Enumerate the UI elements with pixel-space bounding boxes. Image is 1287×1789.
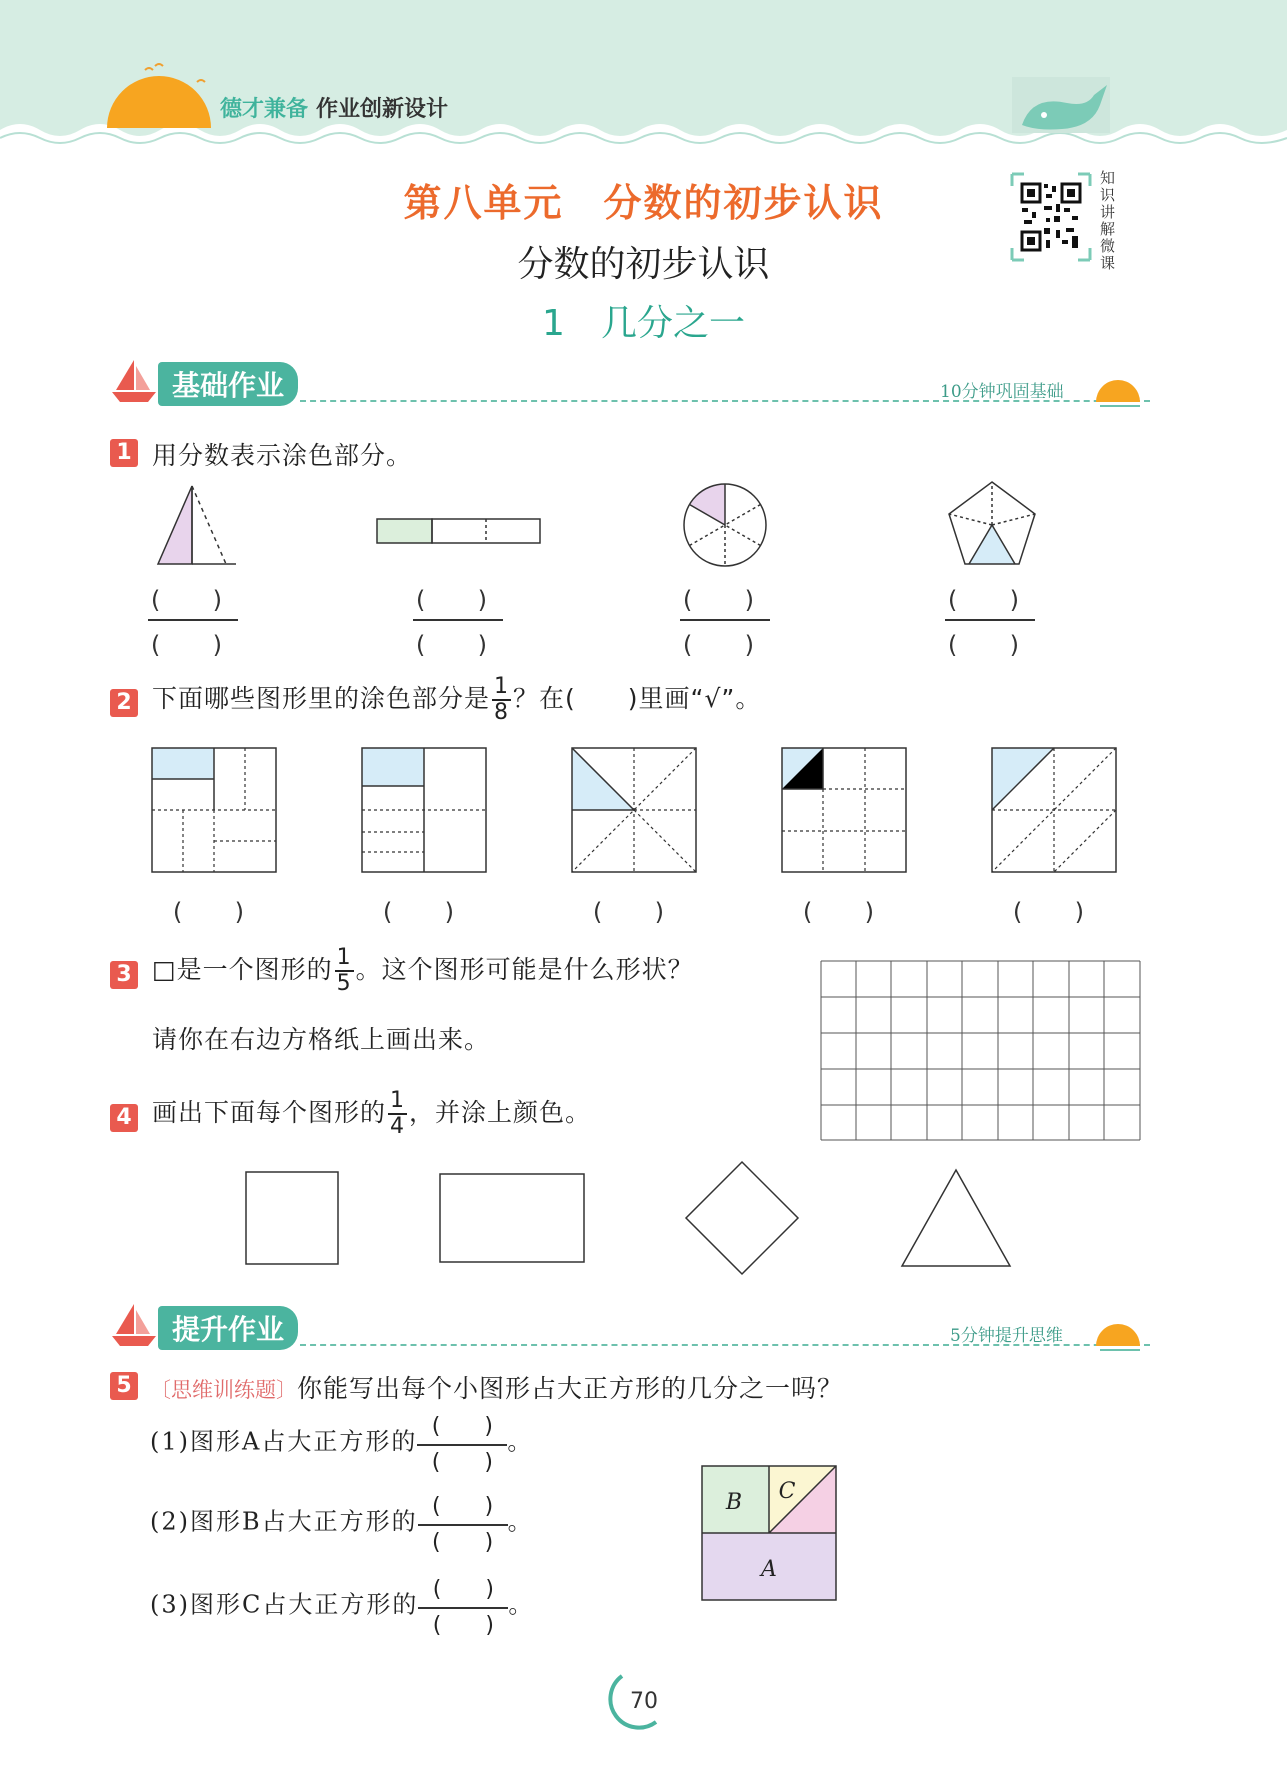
q2-answer-3[interactable]: ( ) [590, 898, 667, 926]
section-basic-note: 10分钟巩固基础 [940, 382, 1064, 402]
qr-caption: 知识讲解微课 [1100, 169, 1116, 272]
sun-icon [105, 60, 215, 130]
q5-text: 你能写出每个小图形占大正方形的几分之一吗？ [297, 1374, 844, 1403]
q5-item-2: (2)图形B占大正方形的 ( ) ( ) 。 [150, 1490, 534, 1560]
q2-answer-5[interactable]: ( ) [1010, 898, 1087, 926]
sun-small-icon-2 [1092, 1312, 1148, 1352]
section-advanced-label: 提升作业 [158, 1306, 298, 1350]
sun-small-icon [1092, 368, 1148, 408]
q3-fraction: $\frac{1}{5}$ [336, 945, 352, 996]
q2-number: 2 [110, 689, 138, 717]
q4-rectangle[interactable] [438, 1172, 586, 1264]
q4-square[interactable] [244, 1170, 340, 1266]
q1-circle-figure [680, 480, 770, 570]
section-basic-label: 基础作业 [158, 362, 298, 406]
q5-label-b: B [725, 1490, 743, 1515]
q1-answer-1[interactable]: ( ) ( ) [148, 580, 238, 660]
q5-label-c: C [778, 1479, 796, 1504]
q5-answer-3[interactable]: ( ) ( ) [418, 1573, 508, 1643]
q3-number: 3 [110, 961, 138, 989]
unit-title: 第八单元 分数的初步认识 [403, 181, 884, 225]
q4-number: 4 [110, 1104, 138, 1132]
q5-tag: 〔思维训练题〕 [150, 1378, 297, 1402]
q1-number: 1 [110, 439, 138, 467]
q2-square-4 [780, 746, 908, 874]
q4-diamond[interactable] [684, 1160, 800, 1276]
q5-item-3: (3)图形C占大正方形的 ( ) ( ) 。 [150, 1573, 534, 1643]
q1-answer-2[interactable]: ( ) ( ) [413, 580, 503, 660]
q1-pentagon-figure [945, 478, 1039, 568]
brand-green: 德才兼备 [220, 97, 309, 122]
q2-fraction: $\frac{1}{8}$ [494, 674, 510, 725]
q1-text: 用分数表示涂色部分。 [152, 441, 413, 470]
q2-answer-4[interactable]: ( ) [800, 898, 877, 926]
sailboat-icon [110, 356, 158, 404]
q2-text: 下面哪些图形里的涂色部分是 $\frac{1}{8}$ ？在( )里画“√”。 [152, 674, 762, 725]
q5-number: 5 [110, 1372, 138, 1400]
whale-icon [1012, 75, 1112, 135]
q3-text-line2: 请你在右边方格纸上画出来。 [152, 1025, 491, 1054]
section-advanced-note: 5分钟提升思维 [950, 1326, 1063, 1346]
sailboat-icon-2 [110, 1300, 158, 1348]
brand [220, 92, 448, 123]
q3-grid-paper[interactable] [820, 960, 1142, 1142]
brand-dark: 作业创新设计 [316, 97, 449, 122]
q1-triangle-figure [150, 478, 250, 568]
q4-fraction: $\frac{1}{4}$ [390, 1088, 406, 1139]
q2-square-3 [570, 746, 698, 874]
q5-label-a: A [761, 1557, 777, 1582]
qr-code-icon[interactable] [1010, 172, 1092, 262]
q4-triangle[interactable] [898, 1166, 1014, 1270]
q2-square-1 [150, 746, 278, 874]
q2-square-5 [990, 746, 1118, 874]
q5-big-square-figure [700, 1464, 838, 1602]
sub-title: 分数的初步认识 [517, 244, 770, 285]
q1-bar-figure [375, 515, 545, 545]
q5-text-line [150, 1369, 843, 1405]
q2-answer-1[interactable]: ( ) [170, 898, 247, 926]
q4-text: 画出下面每个图形的 $\frac{1}{4}$ ，并涂上颜色。 [152, 1088, 592, 1139]
q3-text: □是一个图形的 $\frac{1}{5}$ 。这个图形可能是什么形状？ [152, 945, 694, 996]
lesson-title: 1 几分之一 [542, 303, 745, 344]
q1-answer-3[interactable]: ( ) ( ) [680, 580, 770, 660]
q2-answer-2[interactable]: ( ) [380, 898, 457, 926]
q2-square-2 [360, 746, 488, 874]
q5-answer-1[interactable]: ( ) ( ) [417, 1410, 507, 1480]
q1-answer-4[interactable]: ( ) ( ) [945, 580, 1035, 660]
q5-item-1: (1)图形A占大正方形的 ( ) ( ) 。 [150, 1410, 533, 1480]
page-number: 70 [630, 1689, 658, 1714]
q5-answer-2[interactable]: ( ) ( ) [418, 1490, 508, 1560]
